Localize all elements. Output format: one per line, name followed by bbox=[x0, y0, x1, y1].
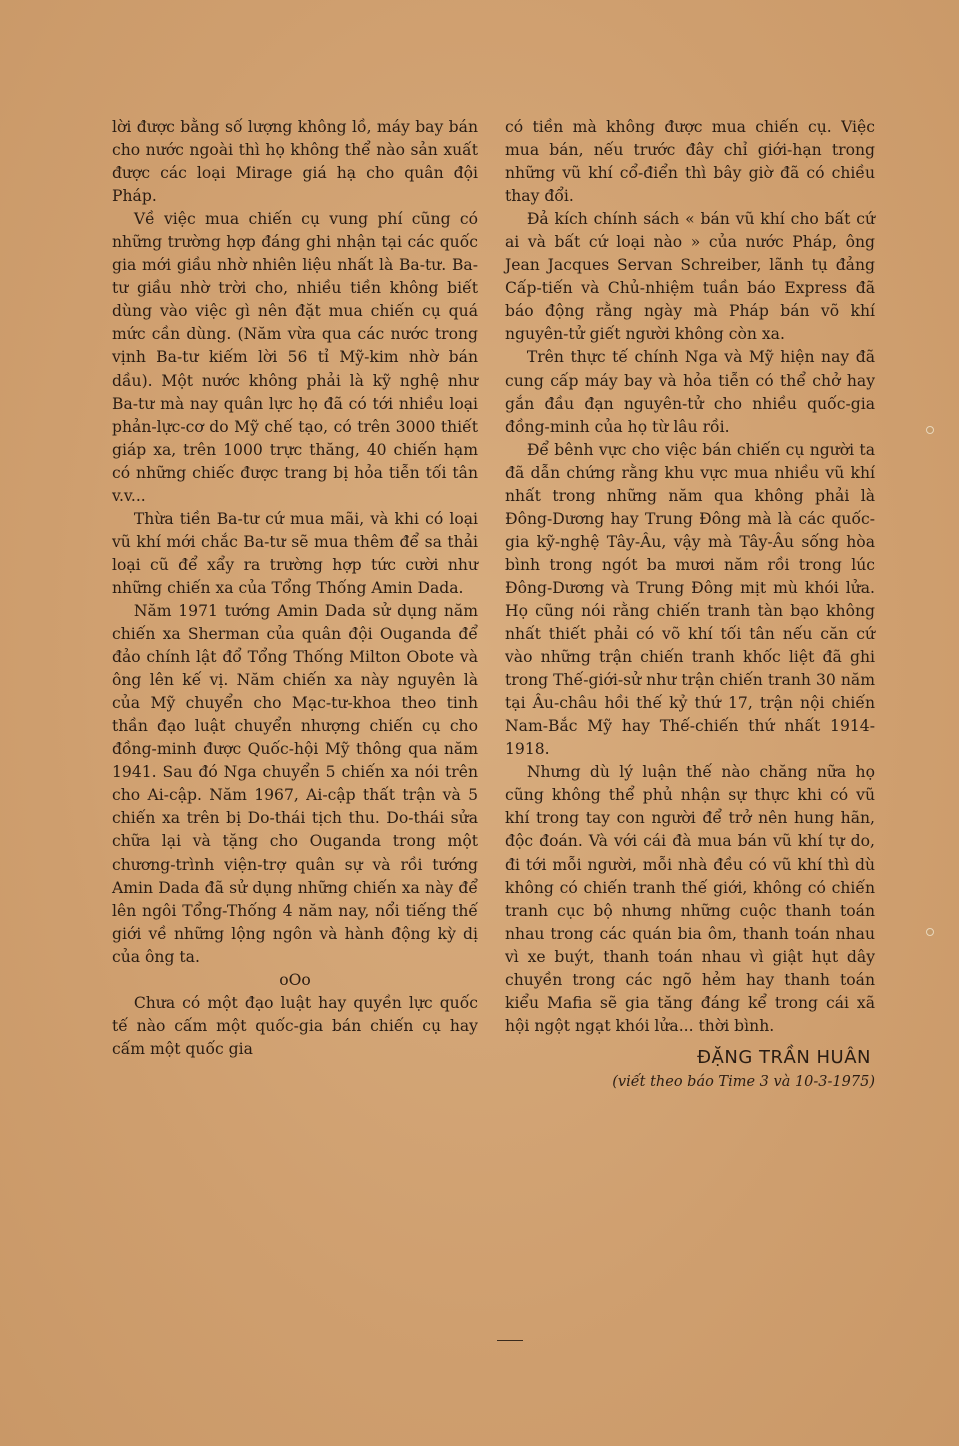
paragraph: Để bênh vực cho việc bán chiến cụ người ta đã dẫn chứng rằng khu vực mua nhiều vũ khí nhất trong những năm qua không phải là Đông-Dương hay Trung Đông mà là các quốc-gia kỹ-nghệ Tây-Âu, vậy mà Tây-Âu sống hòa bình trong ngót ba mươi năm rồi trong lúc Đông-Dương và Trung Đông mịt mù khói lửa. Họ cũng nói rằng chiến tranh tàn bạo không nhất thiết phải có võ khí tối tân nếu căn cứ vào những trận chiến tranh khốc liệt đã ghi trong Thế-giới-sử như trận chiến tranh 30 năm tại Âu-châu hồi thế kỷ thứ 17, trận nội chiến Nam-Bắc Mỹ hay Thế-chiến thứ nhất 1914-1918. bbox=[505, 440, 875, 759]
source-note: (viết theo báo Time 3 và 10-3-1975) bbox=[612, 1073, 875, 1090]
paragraph: Đả kích chính sách « bán vũ khí cho bất cứ ai và bất cứ loại nào » của nước Pháp, ông Jean Jacques Servan Schreiber, lãnh tụ đảng Cấp-tiến và Chủ-nhiệm tuần báo Express đã báo động rằng ngày mà Pháp bán võ khí nguyên-tử giết người không còn xa. bbox=[505, 210, 875, 344]
paragraph: lời được bằng số lượng không lồ, máy bay bán cho nước ngoài thì họ không thể nào sản xuất được các loại Mirage giá hạ cho quân đội Pháp. bbox=[112, 118, 478, 206]
paragraph: có tiền mà không được mua chiến cụ. Việc mua bán, nếu trước đây chỉ giới-hạn trong những vũ khí cổ-điển thì bây giờ đã có chiều thay đổi. bbox=[505, 118, 875, 206]
paragraph: Nhưng dù lý luận thế nào chăng nữa họ cũng không thể phủ nhận sự thực khi có vũ khí trong tay con người để trở nên hung hãn, độc đoán. Và với cái đà mua bán vũ khí tự do, đi tới mỗi người, mỗi nhà đều có vũ khí thì dù không có chiến tranh thế giới, không có chiến tranh cục bộ nhưng những cuộc thanh toán nhau trong các quán bia ôm, thanh toán nhau vì xe buýt, thanh toán nhau vì giật hụt dây chuyền trong các ngõ hẻm hay thanh toán kiểu Mafia sẽ gia tăng đáng kể trong cái xã hội ngột ngạt khói lửa... thời bình. bbox=[505, 763, 875, 1035]
binding-hole-icon bbox=[926, 426, 934, 434]
paragraph: Về việc mua chiến cụ vung phí cũng có những trường hợp đáng ghi nhận tại các quốc gia mới giầu nhờ nhiên liệu nhất là Ba-tư. Ba-tư giầu nhờ trời cho, nhiều tiền không biết dùng vào việc gì nên đặt mua chiến cụ quá mức cần dùng. (Năm vừa qua các nước trong vịnh Ba-tư kiếm lời 56 tỉ Mỹ-kim nhờ bán dầu). Một nước không phải là kỹ nghệ như Ba-tư mà nay quân lực họ đã có tới nhiều loại phản-lực-cơ do Mỹ chế tạo, có trên 3000 thiết giáp xa, trên 1000 trực thăng, 40 chiến hạm có những chiếc được trang bị hỏa tiễn tối tân v.v... bbox=[112, 210, 478, 505]
paragraph: Năm 1971 tướng Amin Dada sử dụng năm chiến xa Sherman của quân đội Ouganda để đảo chính lật đổ Tổng Thống Milton Obote và ông lên kế vị. Năm chiến xa này nguyên là của Mỹ chuyển cho Mạc-tư-khoa theo tinh thần đạo luật chuyển nhượng chiến cụ cho đồng-minh được Quốc-hội Mỹ thông qua năm 1941. Sau đó Nga chuyển 5 chiến xa nói trên cho Ai-cập. Năm 1967, Ai-cập thất trận và 5 chiến xa trên bị Do-thái tịch thu. Do-thái sửa chữa lại và tặng cho Ouganda trong một chương-trình viện-trợ quân sự và rồi tướng Amin Dada đã sử dụng những chiến xa này để lên ngôi Tổng-Thống 4 năm nay, nổi tiếng thế giới về những lộng ngôn và hành động kỳ dị của ông ta. bbox=[112, 601, 478, 966]
author-byline: ĐẶNG TRẦN HUÂN bbox=[697, 1046, 871, 1068]
section-separator: oOo bbox=[279, 970, 311, 989]
paragraph: Trên thực tế chính Nga và Mỹ hiện nay đã cung cấp máy bay và hỏa tiễn có thể chở hay gắn đầu đạn nguyên-tử cho nhiều quốc-gia đồng-minh của họ từ lâu rồi. bbox=[505, 348, 875, 436]
paragraph: Thừa tiền Ba-tư cứ mua mãi, và khi có loại vũ khí mới chắc Ba-tư sẽ mua thêm để sa thải loại cũ để xẩy ra trường hợp tức cười như những chiến xa của Tổng Thống Amin Dada. bbox=[112, 509, 478, 597]
right-column bbox=[505, 116, 875, 1094]
decorative-rule bbox=[497, 1340, 523, 1341]
left-column bbox=[112, 116, 478, 1061]
paragraph: Chưa có một đạo luật hay quyền lực quốc tế nào cấm một quốc-gia bán chiến cụ hay cấm một quốc gia bbox=[112, 993, 478, 1058]
binding-hole-icon bbox=[926, 928, 934, 936]
